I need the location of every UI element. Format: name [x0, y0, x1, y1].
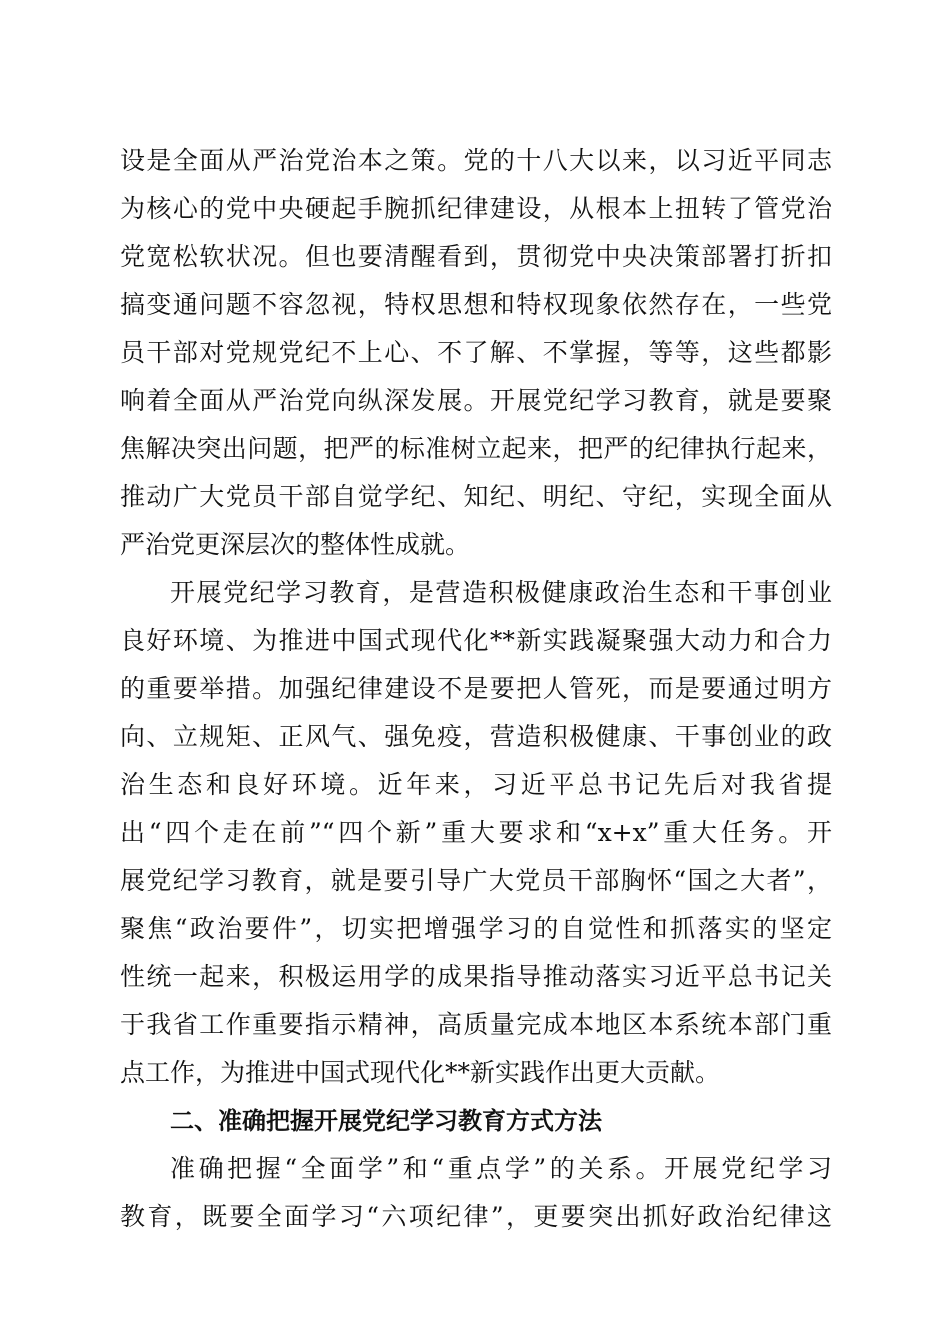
- body-text-line: 向、立规矩、正风气、强免疫，营造积极健康、干事创业的政: [120, 722, 832, 751]
- body-text-line: 教育，既要全面学习“六项纪律”，更要突出抓好政治纪律这: [120, 1202, 832, 1231]
- body-text-line: 性统一起来，积极运用学的成果指导推动落实习近平总书记关: [120, 962, 832, 991]
- body-text-line: 出“四个走在前”“四个新”重大要求和“x+x”重大任务。开: [120, 818, 832, 847]
- body-text-line: 聚焦“政治要件”，切实把增强学习的自觉性和抓落实的坚定: [120, 914, 832, 943]
- section-heading: 二、准确把握开展党纪学习教育方式方法: [170, 1107, 602, 1135]
- body-text-line: 开展党纪学习教育，是营造积极健康政治生态和干事创业: [170, 578, 832, 607]
- body-text-line: 展党纪学习教育，就是要引导广大党员干部胸怀“国之大者”，: [120, 866, 832, 895]
- body-text-line: 设是全面从严治党治本之策。党的十八大以来，以习近平同志: [120, 146, 832, 175]
- body-text-line: 点工作，为推进中国式现代化**新实践作出更大贡献。: [120, 1058, 721, 1087]
- body-text-line: 良好环境、为推进中国式现代化**新实践凝聚强大动力和合力: [120, 626, 832, 655]
- body-text-line: 严治党更深层次的整体性成就。: [120, 530, 471, 559]
- body-text-line: 的重要举措。加强纪律建设不是要把人管死，而是要通过明方: [120, 674, 832, 703]
- body-text-line: 于我省工作重要指示精神，高质量完成本地区本系统本部门重: [120, 1010, 832, 1039]
- body-text-line: 搞变通问题不容忽视，特权思想和特权现象依然存在，一些党: [120, 290, 832, 319]
- body-text-line: 员干部对党规党纪不上心、不了解、不掌握，等等，这些都影: [120, 338, 832, 367]
- body-text-line: 准确把握“全面学”和“重点学”的关系。开展党纪学习: [170, 1154, 832, 1183]
- body-text-line: 焦解决突出问题，把严的标准树立起来，把严的纪律执行起来，: [120, 434, 832, 463]
- body-text-line: 党宽松软状况。但也要清醒看到，贯彻党中央决策部署打折扣: [120, 242, 832, 271]
- body-text-line: 为核心的党中央硬起手腕抓纪律建设，从根本上扭转了管党治: [120, 194, 832, 223]
- body-text-line: 响着全面从严治党向纵深发展。开展党纪学习教育，就是要聚: [120, 386, 832, 415]
- body-text-line: 治生态和良好环境。近年来，习近平总书记先后对我省提: [120, 770, 832, 799]
- body-text-line: 推动广大党员干部自觉学纪、知纪、明纪、守纪，实现全面从: [120, 482, 832, 511]
